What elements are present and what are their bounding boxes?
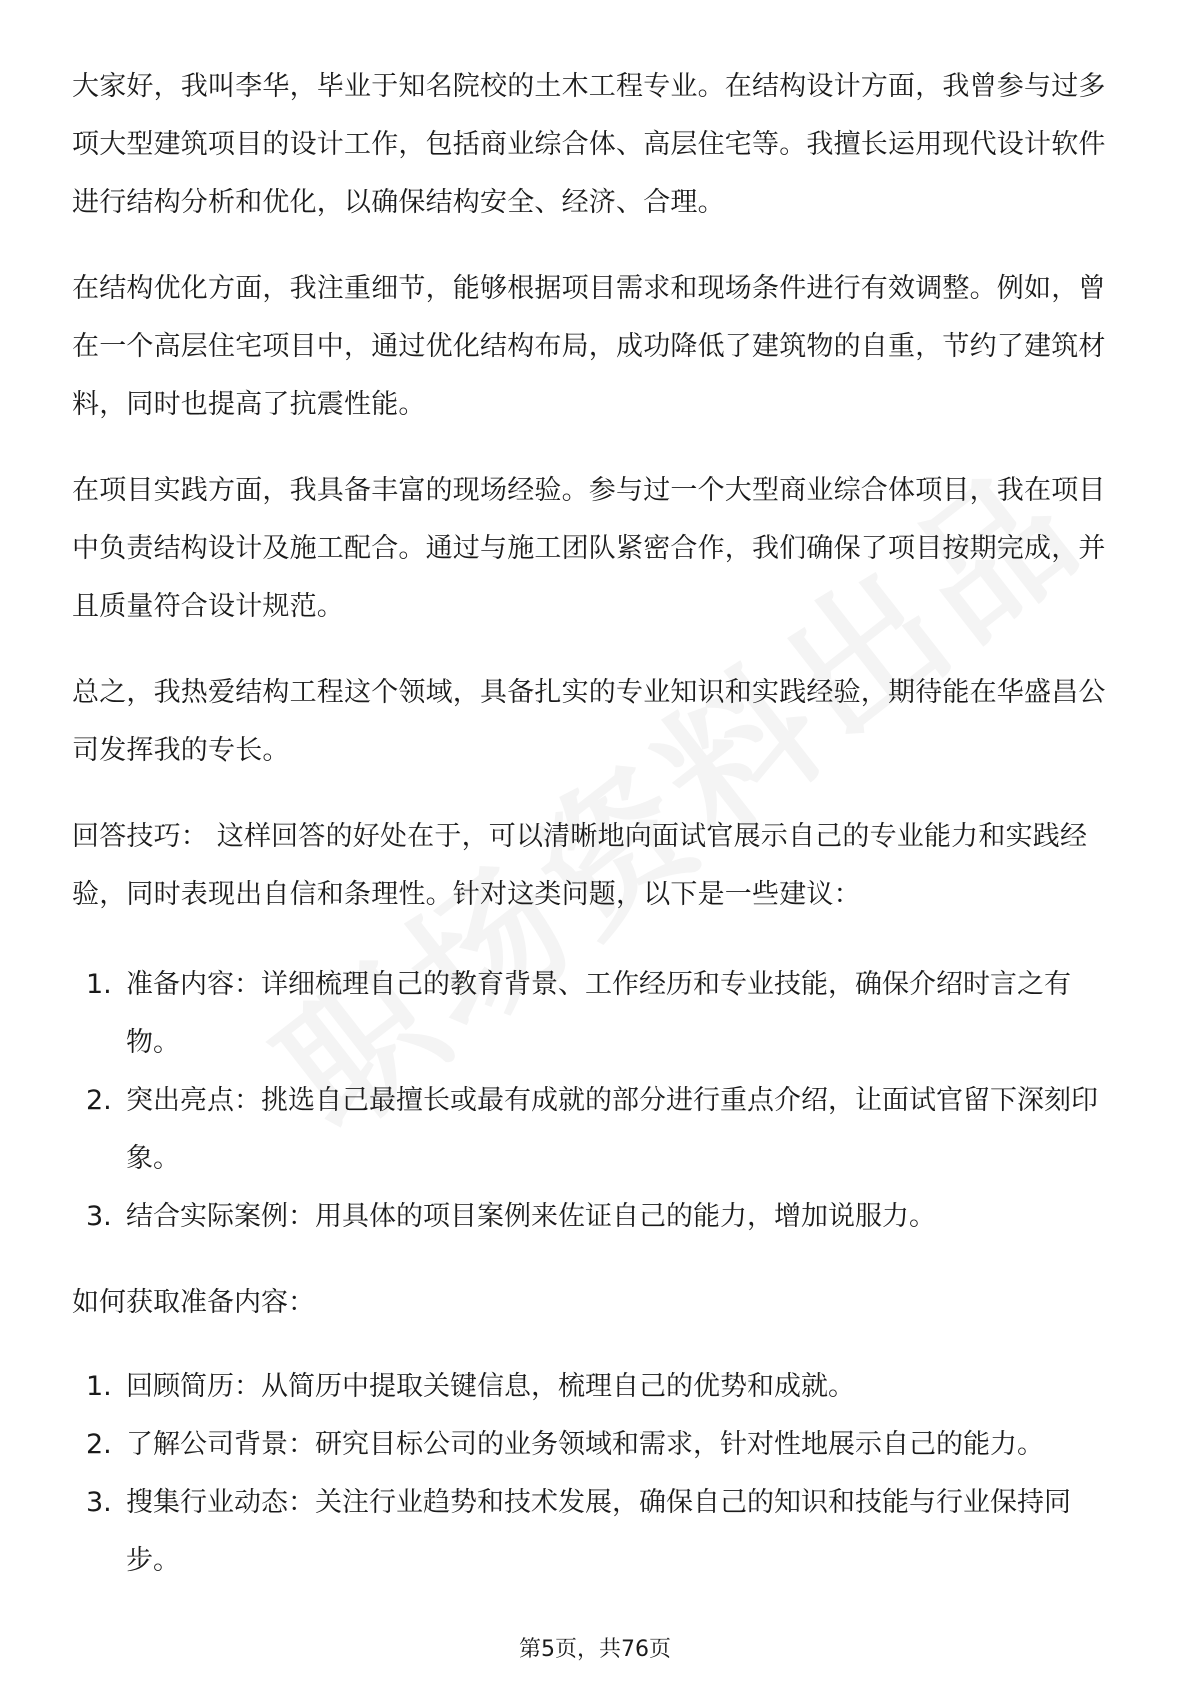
list-number: 3.: [86, 1487, 112, 1518]
paragraph-practice: 在项目实践方面，我具备丰富的现场经验。参与过一个大型商业综合体项目，我在项目中负责结构设计及施工配合。通过与施工团队紧密合作，我们确保了项目按期完成，并且质量符合设计规范。: [72, 475, 1106, 622]
list-number: 2.: [86, 1429, 112, 1460]
prep-list: [72, 1358, 1124, 1590]
list-number: 2.: [86, 1085, 112, 1116]
paragraph-intro: 大家好，我叫李华，毕业于知名院校的土木工程专业。在结构设计方面，我曾参与过多项大型建筑项目的设计工作，包括商业综合体、高层住宅等。我擅长运用现代设计软件进行结构分析和优化，以确保结构安全、经济、合理。: [72, 71, 1106, 218]
list-text: 准备内容：详细梳理自己的教育背景、工作经历和专业技能，确保介绍时言之有物。: [126, 969, 1071, 1058]
list-number: 1.: [86, 1371, 112, 1402]
list-text: 结合实际案例：用具体的项目案例来佐证自己的能力，增加说服力。: [126, 1201, 936, 1232]
paragraph-summary: 总之，我热爱结构工程这个领域，具备扎实的专业知识和实践经验，期待能在华盛昌公司发挥我的专长。: [72, 677, 1106, 766]
document-body: [72, 58, 1124, 1618]
list-text: 回顾简历：从简历中提取关键信息，梳理自己的优势和成就。: [126, 1371, 855, 1402]
list-item: [72, 956, 1124, 1072]
prep-heading: 如何获取准备内容：: [72, 1287, 315, 1318]
list-text: 突出亮点：挑选自己最擅长或最有成就的部分进行重点介绍，让面试官留下深刻印象。: [126, 1085, 1098, 1174]
paragraph-optimization: 在结构优化方面，我注重细节，能够根据项目需求和现场条件进行有效调整。例如，曾在一个高层住宅项目中，通过优化结构布局，成功降低了建筑物的自重，节约了建筑材料，同时也提高了抗震性能。: [72, 273, 1106, 420]
list-item: [72, 1072, 1124, 1188]
list-item: [72, 1188, 1124, 1246]
list-item: [72, 1474, 1124, 1590]
tips-list: [72, 956, 1124, 1246]
list-item: [72, 1358, 1124, 1416]
list-number: 3.: [86, 1201, 112, 1232]
list-number: 1.: [86, 969, 112, 1000]
list-text: 搜集行业动态：关注行业趋势和技术发展，确保自己的知识和技能与行业保持同步。: [126, 1487, 1071, 1576]
page-number: 第5页，共76页: [519, 1637, 671, 1662]
answer-tip: 回答技巧： 这样回答的好处在于，可以清晰地向面试官展示自己的专业能力和实践经验，同时表现出自信和条理性。针对这类问题，以下是一些建议：: [72, 821, 1088, 910]
list-text: 了解公司背景：研究目标公司的业务领域和需求，针对性地展示自己的能力。: [126, 1429, 1044, 1460]
list-item: [72, 1416, 1124, 1474]
